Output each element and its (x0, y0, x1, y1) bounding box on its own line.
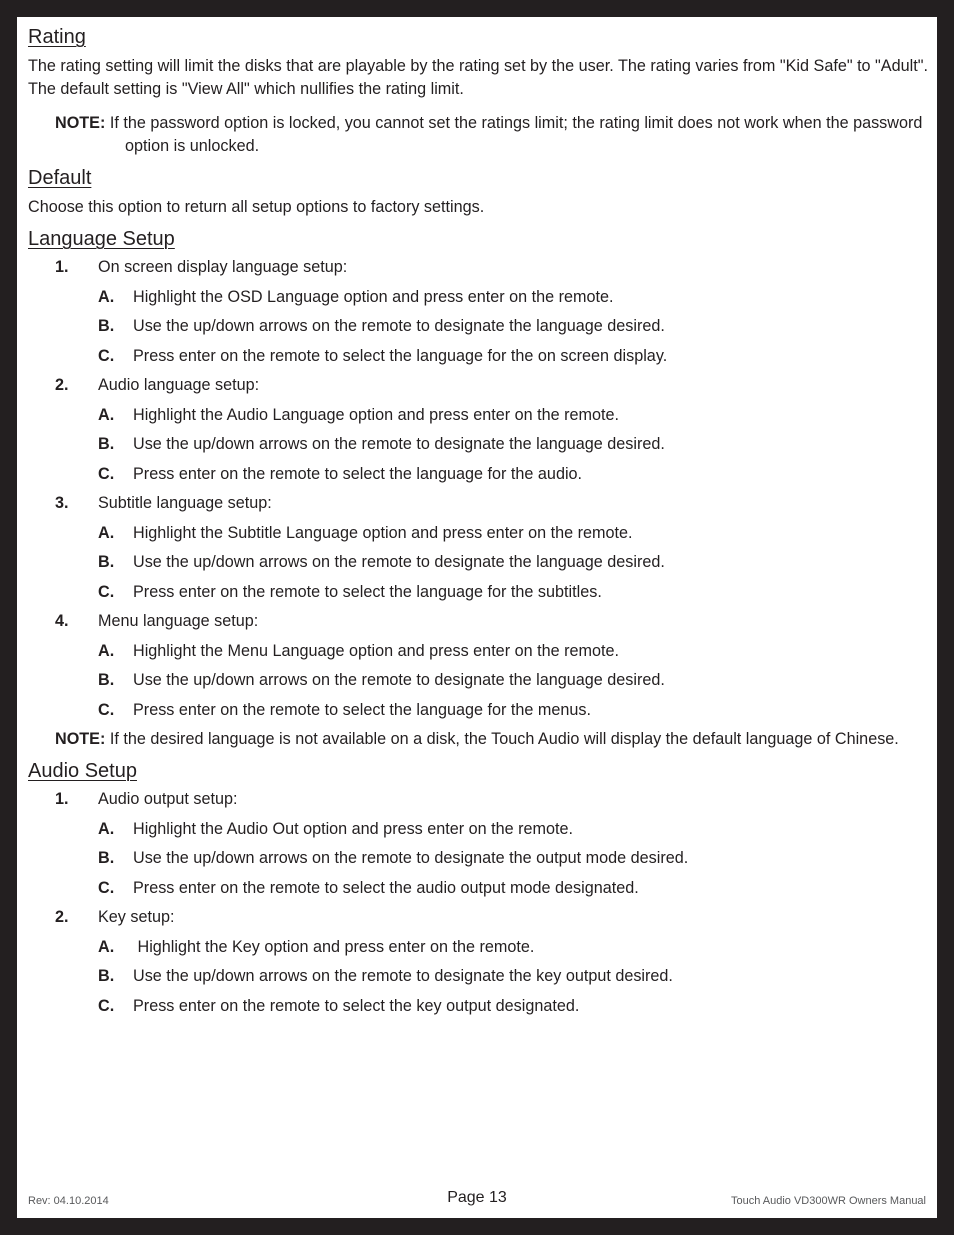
sub-text: Press enter on the remote to select the language for the menus. (133, 700, 592, 719)
manual-page (17, 17, 937, 1218)
list-item (28, 610, 928, 722)
sub-text: Highlight the Key option and press enter on the remote. (133, 937, 535, 956)
note-label: NOTE: (55, 730, 106, 748)
step-title: Audio output setup: (98, 790, 238, 808)
sub-letter: A. (98, 523, 115, 542)
list-item (28, 788, 928, 900)
sub-letter: B. (98, 967, 115, 985)
sub-text: Use the up/down arrows on the remote to designate the language desired. (133, 435, 665, 453)
step-number: 2. (55, 376, 69, 394)
step-title: Subtitle language setup: (98, 494, 272, 512)
sub-text: Highlight the OSD Language option and press enter on the remote. (133, 287, 614, 306)
step-title: Audio language setup: (98, 376, 260, 394)
list-item (98, 640, 928, 663)
sub-letter: B. (98, 671, 115, 689)
list-item (98, 995, 928, 1018)
list-item (98, 847, 928, 870)
sub-letter: C. (98, 700, 115, 719)
sub-letter: A. (98, 937, 115, 956)
list-item (28, 906, 928, 1018)
language-note (28, 728, 928, 751)
sub-letter: B. (98, 435, 115, 453)
note-text: If the password option is locked, you cannot set the ratings limit; the rating limit does not work when the password option is unlocked. (109, 114, 923, 155)
rating-heading: Rating (28, 26, 86, 48)
step-number: 3. (55, 494, 69, 512)
step-title: Key setup: (98, 908, 175, 926)
sub-steps (98, 640, 928, 722)
list-item (28, 374, 928, 486)
sub-letter: B. (98, 317, 115, 335)
default-heading: Default (28, 167, 92, 189)
default-section (28, 166, 928, 219)
sub-letter: B. (98, 849, 115, 867)
sub-text: Use the up/down arrows on the remote to designate the key output desired. (133, 967, 673, 985)
sub-letter: C. (98, 582, 115, 601)
list-item (98, 345, 928, 368)
list-item (98, 877, 928, 900)
page-number: Page 13 (447, 1189, 507, 1206)
sub-letter: B. (98, 553, 115, 571)
sub-steps (98, 286, 928, 368)
sub-letter: C. (98, 346, 115, 365)
list-item (98, 551, 928, 574)
list-item (98, 404, 928, 427)
audio-steps (28, 788, 928, 1018)
step-number: 2. (55, 908, 69, 926)
sub-text: Highlight the Audio Language option and press enter on the remote. (133, 405, 619, 424)
list-item (98, 286, 928, 309)
list-item (98, 936, 928, 959)
default-body: Choose this option to return all setup options to factory settings. (28, 198, 485, 216)
sub-text: Press enter on the remote to select the language for the on screen display. (133, 346, 668, 365)
list-item (98, 581, 928, 604)
list-item (98, 433, 928, 456)
rating-note (28, 112, 928, 158)
sub-text: Use the up/down arrows on the remote to designate the language desired. (133, 317, 665, 335)
step-title: Menu language setup: (98, 612, 259, 630)
audio-setup-section (28, 759, 928, 1018)
sub-letter: C. (98, 996, 115, 1015)
language-steps (28, 256, 928, 722)
language-setup-heading: Language Setup (28, 228, 175, 250)
list-item (28, 256, 928, 368)
sub-steps (98, 404, 928, 486)
step-title: On screen display language setup: (98, 258, 348, 276)
sub-letter: A. (98, 641, 115, 660)
sub-letter: C. (98, 464, 115, 483)
list-item (98, 669, 928, 692)
revision-date: Rev: 04.10.2014 (28, 1195, 109, 1207)
sub-letter: A. (98, 405, 115, 424)
sub-text: Press enter on the remote to select the language for the subtitles. (133, 582, 602, 601)
list-item (98, 315, 928, 338)
sub-steps (98, 522, 928, 604)
list-item (98, 965, 928, 988)
sub-text: Use the up/down arrows on the remote to designate the language desired. (133, 553, 665, 571)
sub-text: Press enter on the remote to select the audio output mode designated. (133, 878, 639, 897)
rating-body: The rating setting will limit the disks that are playable by the rating set by the user. The rating varies from "Kid Safe" to "Adult". The default setting is "View All" which nullifies the rating limit. (28, 57, 928, 98)
sub-letter: A. (98, 819, 115, 838)
sub-text: Highlight the Audio Out option and press enter on the remote. (133, 819, 574, 838)
list-item (98, 818, 928, 841)
sub-letter: C. (98, 878, 115, 897)
sub-steps (98, 818, 928, 900)
step-number: 1. (55, 790, 69, 808)
sub-text: Use the up/down arrows on the remote to designate the output mode desired. (133, 849, 689, 867)
list-item (98, 699, 928, 722)
audio-setup-heading: Audio Setup (28, 760, 137, 782)
step-number: 1. (55, 258, 69, 276)
note-text: If the desired language is not available on a disk, the Touch Audio will display the default language of Chinese. (109, 730, 899, 748)
sub-letter: A. (98, 287, 115, 306)
page-content (28, 25, 928, 1024)
rating-section (28, 25, 928, 158)
sub-text: Press enter on the remote to select the language for the audio. (133, 464, 583, 483)
sub-steps (98, 936, 928, 1018)
list-item (98, 522, 928, 545)
manual-title: Touch Audio VD300WR Owners Manual (730, 1195, 926, 1207)
step-number: 4. (55, 612, 69, 630)
sub-text: Highlight the Subtitle Language option and press enter on the remote. (133, 523, 633, 542)
sub-text: Use the up/down arrows on the remote to designate the language desired. (133, 671, 665, 689)
page-footer (28, 1189, 926, 1211)
note-label: NOTE: (55, 114, 106, 132)
list-item (28, 492, 928, 604)
sub-text: Press enter on the remote to select the key output designated. (133, 996, 580, 1015)
sub-text: Highlight the Menu Language option and press enter on the remote. (133, 641, 619, 660)
language-setup-section (28, 227, 928, 751)
list-item (98, 463, 928, 486)
